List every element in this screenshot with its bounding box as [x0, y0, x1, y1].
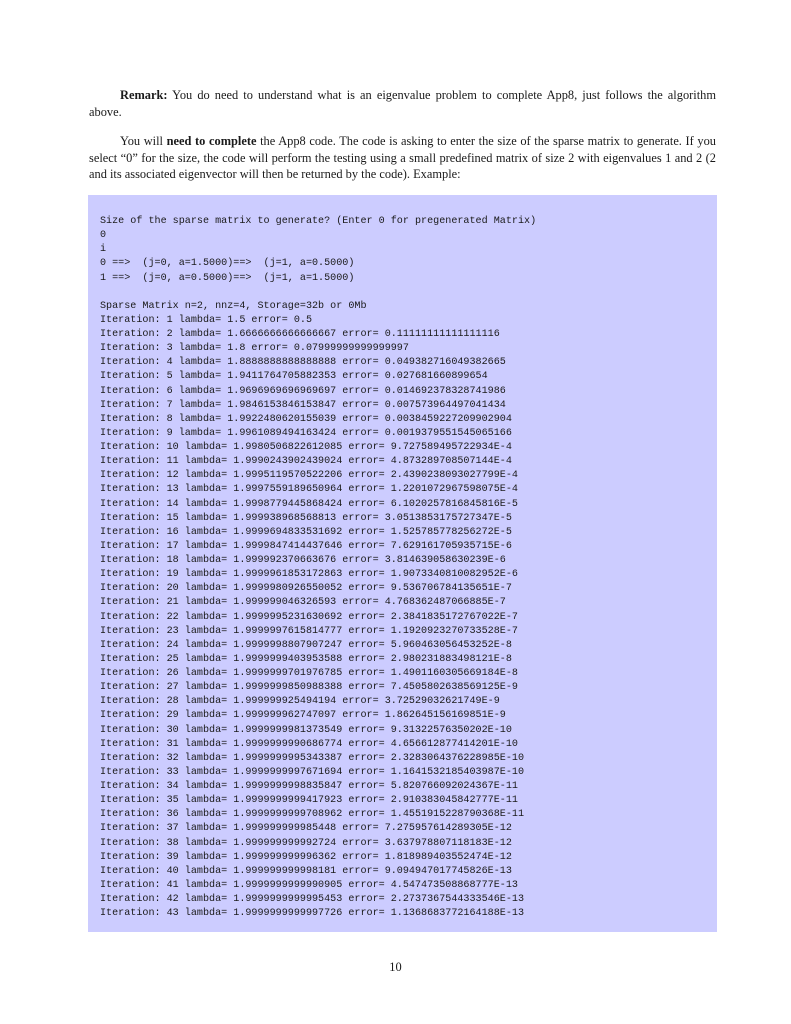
blank-line [100, 286, 536, 300]
console-line: Iteration: 33 lambda= 1.9999999997671694 error= 1.1641532185403987E-10 [100, 766, 525, 778]
console-line: Iteration: 6 lambda= 1.9696969696969697 error= 0.014692378328741986 [100, 385, 506, 397]
remark-paragraph [89, 87, 716, 120]
console-line: Iteration: 10 lambda= 1.9980506822612085 error= 9.727589495722934E-4 [100, 442, 512, 453]
console-line: Iteration: 11 lambda= 1.9990243902439024 error= 4.873289708507144E-4 [100, 456, 512, 468]
console-line: Iteration: 27 lambda= 1.9999999850988388 error= 7.4505802638569125E-9 [100, 682, 518, 694]
console-line: Iteration: 19 lambda= 1.9999961853172863 error= 1.9073340810082952E-6 [100, 569, 518, 581]
console-line: Iteration: 23 lambda= 1.9999997615814777 error= 1.1920923270733528E-7 [100, 625, 518, 637]
console-line: 1 ==> (j=0, a=0.5000)==> (j=1, a=1.5000) [100, 272, 355, 284]
instructions-bold: need to complete [166, 134, 257, 148]
console-line: Iteration: 38 lambda= 1.999999999992724 error= 3.637978807118183E-12 [100, 837, 512, 849]
console-line: Iteration: 35 lambda= 1.9999999999417923 error= 2.910383045842777E-11 [100, 795, 518, 807]
remark-label: Remark: [120, 88, 168, 102]
console-line: Iteration: 18 lambda= 1.999992370663676 error= 3.814639058630239E-6 [100, 555, 506, 566]
console-line: Iteration: 21 lambda= 1.999999046326593 error= 4.768362487066885E-7 [100, 597, 506, 609]
console-line: Iteration: 26 lambda= 1.9999999701976785 error= 1.4901160305669184E-8 [100, 668, 518, 679]
console-line: Iteration: 22 lambda= 1.9999995231630692 error= 2.3841835172767022E-7 [100, 611, 518, 623]
console-line: Iteration: 34 lambda= 1.9999999998835847 error= 5.820766092024367E-11 [100, 781, 518, 792]
console-line: Iteration: 42 lambda= 1.9999999999995453 error= 2.2737367544333546E-13 [100, 894, 525, 905]
console-line: 0 ==> (j=0, a=1.5000)==> (j=1, a=0.5000) [100, 258, 355, 270]
console-line: Iteration: 40 lambda= 1.999999999998181 error= 9.094947017745826E-13 [100, 865, 512, 877]
console-line: Iteration: 20 lambda= 1.9999980926550052 error= 9.536706784135651E-7 [100, 583, 512, 595]
console-line: Iteration: 32 lambda= 1.9999999995343387 error= 2.3283064376228985E-10 [100, 752, 525, 764]
console-line: 0 [100, 230, 107, 242]
console-line: Iteration: 41 lambda= 1.9999999999990905 error= 4.547473508868777E-13 [100, 879, 518, 891]
console-line: Iteration: 24 lambda= 1.9999998807907247 error= 5.960463056453252E-8 [100, 639, 512, 651]
console-line: Iteration: 31 lambda= 1.9999999990686774 error= 4.656612877414201E-10 [100, 738, 518, 750]
console-line: Iteration: 5 lambda= 1.9411764705882353 error= 0.027681660899654 [100, 371, 488, 383]
console-line: Iteration: 37 lambda= 1.999999999985448 error= 7.275957614289305E-12 [100, 823, 512, 835]
console-line: Iteration: 8 lambda= 1.9922480620155039 error= 0.0038459227209902904 [100, 413, 512, 425]
console-line: Iteration: 14 lambda= 1.9998779445868424 error= 6.1020257816845816E-5 [100, 498, 518, 510]
console-line: Iteration: 1 lambda= 1.5 error= 0.5 [100, 314, 313, 326]
console-line: Iteration: 43 lambda= 1.9999999999997726 error= 1.1368683772164188E-13 [100, 908, 525, 920]
console-line: Iteration: 7 lambda= 1.9846153846153847 error= 0.007573964497041434 [100, 399, 506, 411]
console-line: Size of the sparse matrix to generate? (Enter 0 for pregenerated Matrix) [100, 216, 537, 227]
page-number: 10 [389, 960, 402, 974]
instructions-paragraph [89, 133, 716, 183]
code-output-box [88, 195, 717, 932]
console-line: i [100, 244, 107, 256]
console-line: Iteration: 16 lambda= 1.9999694833531692 error= 1.525785778256272E-5 [100, 526, 512, 538]
console-line: Iteration: 28 lambda= 1.999999925494194 error= 3.72529032621749E-9 [100, 696, 500, 708]
remark-text: You do need to understand what is an eigenvalue problem to complete App8, just follows the algorithm above. [89, 88, 716, 119]
console-line: Sparse Matrix n=2, nnz=4, Storage=32b or 0Mb [100, 300, 367, 312]
console-line: Iteration: 13 lambda= 1.9997559189650964 error= 1.2201072967598075E-4 [100, 484, 518, 496]
instructions-prefix: You will [120, 134, 167, 148]
console-line: Iteration: 2 lambda= 1.6666666666666667 error= 0.11111111111111116 [100, 329, 500, 340]
console-line: Iteration: 17 lambda= 1.9999847414437646 error= 7.629161705935715E-6 [100, 540, 512, 552]
console-line: Iteration: 9 lambda= 1.9961089494163424 error= 0.0019379551545065166 [100, 427, 512, 439]
console-line: Iteration: 15 lambda= 1.999938968568813 error= 3.0513853175727347E-5 [100, 512, 512, 524]
instructions-text: the App8 code. The code is asking to enter the size of the sparse matrix to generate. If you select “0” for the size, the code will perform the testing using a small predefined matrix of size 2 with eigenvalues 1 and 2 (2 and its associated eigenvector will then be returned by the code). Example: [89, 134, 717, 181]
console-line: Iteration: 12 lambda= 1.9995119570522206 error= 2.4390238093027799E-4 [100, 470, 518, 482]
console-line: Iteration: 29 lambda= 1.999999962747097 error= 1.862645156169851E-9 [100, 710, 506, 722]
console-line: Iteration: 36 lambda= 1.9999999999708962 error= 1.4551915228790368E-11 [100, 809, 525, 821]
console-line: Iteration: 25 lambda= 1.9999999403953588 error= 2.980231883498121E-8 [100, 653, 512, 665]
console-line: Iteration: 3 lambda= 1.8 error= 0.07999999999999997 [100, 343, 409, 355]
console-line: Iteration: 30 lambda= 1.9999999981373549 error= 9.31322576350202E-10 [100, 724, 512, 736]
console-output [100, 215, 536, 921]
console-line: Iteration: 4 lambda= 1.8888888888888888 error= 0.049382716049382665 [100, 357, 506, 369]
console-line: Iteration: 39 lambda= 1.999999999996362 error= 1.818989403552474E-12 [100, 851, 512, 863]
